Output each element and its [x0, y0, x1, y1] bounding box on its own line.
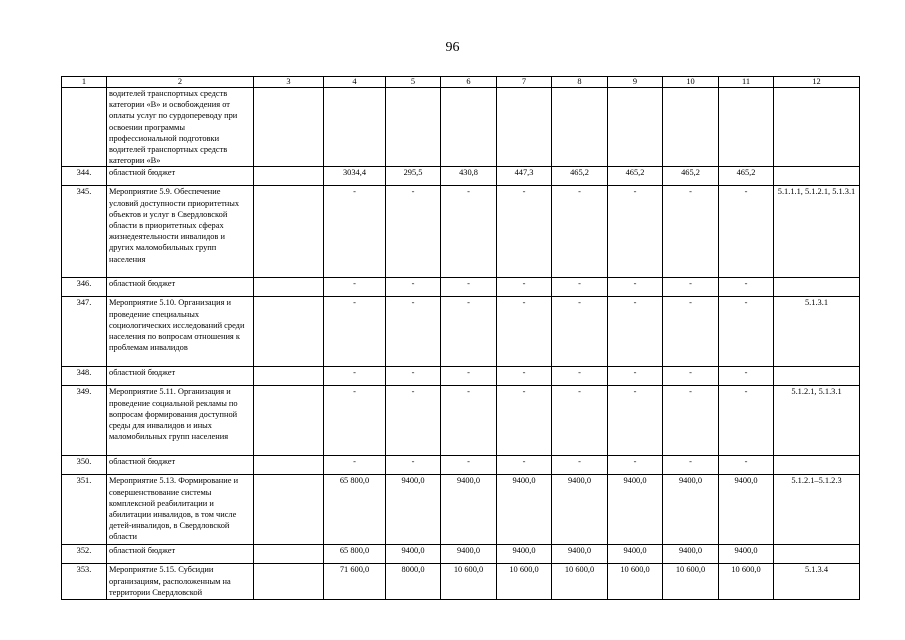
row-description: Мероприятие 5.11. Организация и проведение социальной рекламы по вопросам формирования доступной среды для инвалидов и иных маломобильных групп населения [107, 386, 254, 456]
row-value: - [441, 386, 497, 456]
row-number: 345. [62, 186, 107, 278]
row-value: 465,2 [719, 167, 774, 186]
row-indicators [774, 278, 860, 297]
table-row [62, 386, 860, 456]
row-value: 10 600,0 [552, 564, 608, 600]
column-header: 1 [62, 77, 107, 88]
column-header: 5 [386, 77, 441, 88]
row-value: - [552, 186, 608, 278]
row-value: - [441, 367, 497, 386]
row-value: - [441, 186, 497, 278]
table-row [62, 186, 860, 278]
row-value: - [608, 278, 663, 297]
row-indicators [774, 545, 860, 564]
row-value: - [324, 278, 386, 297]
row-value: 9400,0 [552, 545, 608, 564]
row-number: 350. [62, 456, 107, 475]
row-indicators: 5.1.3.4 [774, 564, 860, 600]
row-number: 347. [62, 297, 107, 367]
row-source [254, 475, 324, 545]
table-row [62, 88, 860, 167]
row-value: - [497, 297, 552, 367]
row-value: 9400,0 [497, 475, 552, 545]
row-value: 9400,0 [441, 545, 497, 564]
row-number: 351. [62, 475, 107, 545]
row-value: - [608, 297, 663, 367]
row-indicators: 5.1.1.1, 5.1.2.1, 5.1.3.1 [774, 186, 860, 278]
row-value: 465,2 [608, 167, 663, 186]
row-value: 447,3 [497, 167, 552, 186]
row-value: - [552, 386, 608, 456]
row-value: - [497, 367, 552, 386]
row-value: 9400,0 [608, 545, 663, 564]
row-value: - [497, 456, 552, 475]
row-indicators: 5.1.2.1–5.1.2.3 [774, 475, 860, 545]
column-header: 9 [608, 77, 663, 88]
row-value: 10 600,0 [441, 564, 497, 600]
row-value [608, 88, 663, 167]
row-indicators [774, 167, 860, 186]
row-value: 430,8 [441, 167, 497, 186]
row-value: - [324, 186, 386, 278]
table-row [62, 475, 860, 545]
row-value: 3034,4 [324, 167, 386, 186]
table-row [62, 367, 860, 386]
row-value: - [324, 386, 386, 456]
row-description: Мероприятие 5.13. Формирование и совершенствование системы комплексной реабилитации и абилитации инвалидов, в том числе детей-инвалидов, в Свердловской области [107, 475, 254, 545]
row-source [254, 88, 324, 167]
row-value: - [386, 186, 441, 278]
row-value: 10 600,0 [663, 564, 719, 600]
row-value: - [386, 367, 441, 386]
row-value: - [719, 278, 774, 297]
row-value: - [386, 297, 441, 367]
row-value: 71 600,0 [324, 564, 386, 600]
row-value: 9400,0 [719, 545, 774, 564]
row-number [62, 88, 107, 167]
table-row [62, 167, 860, 186]
row-value: 9400,0 [441, 475, 497, 545]
row-number: 353. [62, 564, 107, 600]
row-value: - [663, 367, 719, 386]
row-indicators: 5.1.2.1, 5.1.3.1 [774, 386, 860, 456]
row-indicators [774, 456, 860, 475]
row-value: - [663, 297, 719, 367]
row-value: - [719, 186, 774, 278]
header-row [62, 77, 860, 88]
row-value [441, 88, 497, 167]
row-description: областной бюджет [107, 167, 254, 186]
row-value: 295,5 [386, 167, 441, 186]
row-source [254, 386, 324, 456]
program-table [61, 76, 860, 600]
row-value: 65 800,0 [324, 475, 386, 545]
row-value: - [497, 386, 552, 456]
row-source [254, 367, 324, 386]
row-description: Мероприятие 5.9. Обеспечение условий доступности приоритетных объектов и услуг в Свердловской области в приоритетных сферах жизнедеятельности инвалидов и других маломобильных групп населения [107, 186, 254, 278]
row-source [254, 297, 324, 367]
row-value: - [552, 367, 608, 386]
column-header: 12 [774, 77, 860, 88]
table-row [62, 564, 860, 600]
row-source [254, 278, 324, 297]
row-value: 465,2 [663, 167, 719, 186]
row-value: - [719, 386, 774, 456]
column-header: 7 [497, 77, 552, 88]
row-description: водителей транспортных средств категории «В» и освобождения от оплаты услуг по сурдопереводу при освоении программы профессиональной подготовки водителей транспортных средств категории «В» [107, 88, 254, 167]
row-value: - [386, 278, 441, 297]
row-description: Мероприятие 5.10. Организация и проведение специальных социологических исследований среди населения по вопросам отношения к проблемам инвалидов [107, 297, 254, 367]
row-description: областной бюджет [107, 456, 254, 475]
row-value: 9400,0 [497, 545, 552, 564]
row-value: - [608, 367, 663, 386]
row-value [552, 88, 608, 167]
row-number: 344. [62, 167, 107, 186]
row-description: областной бюджет [107, 278, 254, 297]
row-value: 9400,0 [663, 475, 719, 545]
row-value: 9400,0 [663, 545, 719, 564]
row-value: - [552, 456, 608, 475]
row-value: - [663, 278, 719, 297]
row-indicators [774, 367, 860, 386]
row-value: - [719, 367, 774, 386]
row-value: - [386, 386, 441, 456]
row-source [254, 456, 324, 475]
column-header: 8 [552, 77, 608, 88]
row-source [254, 564, 324, 600]
row-value [663, 88, 719, 167]
row-value: - [324, 297, 386, 367]
column-header: 2 [107, 77, 254, 88]
page-number: 96 [445, 40, 460, 55]
row-value: 10 600,0 [608, 564, 663, 600]
row-value: 9400,0 [552, 475, 608, 545]
row-value: 9400,0 [608, 475, 663, 545]
row-value: 10 600,0 [719, 564, 774, 600]
row-number: 348. [62, 367, 107, 386]
row-value: - [608, 186, 663, 278]
row-value: - [324, 367, 386, 386]
table-row [62, 278, 860, 297]
row-value [386, 88, 441, 167]
row-value: 65 800,0 [324, 545, 386, 564]
table-row [62, 456, 860, 475]
row-value: - [663, 456, 719, 475]
column-header: 10 [663, 77, 719, 88]
row-value: - [552, 278, 608, 297]
row-number: 346. [62, 278, 107, 297]
row-indicators: 5.1.3.1 [774, 297, 860, 367]
row-value: - [719, 297, 774, 367]
row-value: - [386, 456, 441, 475]
row-number: 352. [62, 545, 107, 564]
row-value: - [719, 456, 774, 475]
column-header: 4 [324, 77, 386, 88]
row-value: - [441, 278, 497, 297]
column-header: 6 [441, 77, 497, 88]
row-value [719, 88, 774, 167]
row-description: областной бюджет [107, 367, 254, 386]
row-value: - [324, 456, 386, 475]
row-value: - [663, 386, 719, 456]
row-value: - [441, 456, 497, 475]
row-value: - [497, 278, 552, 297]
row-value: - [608, 386, 663, 456]
row-description: областной бюджет [107, 545, 254, 564]
table-row [62, 297, 860, 367]
row-value [324, 88, 386, 167]
row-value: 9400,0 [719, 475, 774, 545]
row-value: 9400,0 [386, 545, 441, 564]
row-indicators [774, 88, 860, 167]
row-value [497, 88, 552, 167]
column-header: 3 [254, 77, 324, 88]
row-value: 9400,0 [386, 475, 441, 545]
row-source [254, 545, 324, 564]
row-value: - [497, 186, 552, 278]
row-source [254, 186, 324, 278]
row-number: 349. [62, 386, 107, 456]
row-value: 10 600,0 [497, 564, 552, 600]
row-value: - [552, 297, 608, 367]
row-description: Мероприятие 5.15. Субсидии организациям, расположенным на территории Свердловской [107, 564, 254, 600]
row-value: - [608, 456, 663, 475]
row-value: - [441, 297, 497, 367]
row-value: 8000,0 [386, 564, 441, 600]
table-row [62, 545, 860, 564]
column-header: 11 [719, 77, 774, 88]
row-source [254, 167, 324, 186]
row-value: 465,2 [552, 167, 608, 186]
row-value: - [663, 186, 719, 278]
